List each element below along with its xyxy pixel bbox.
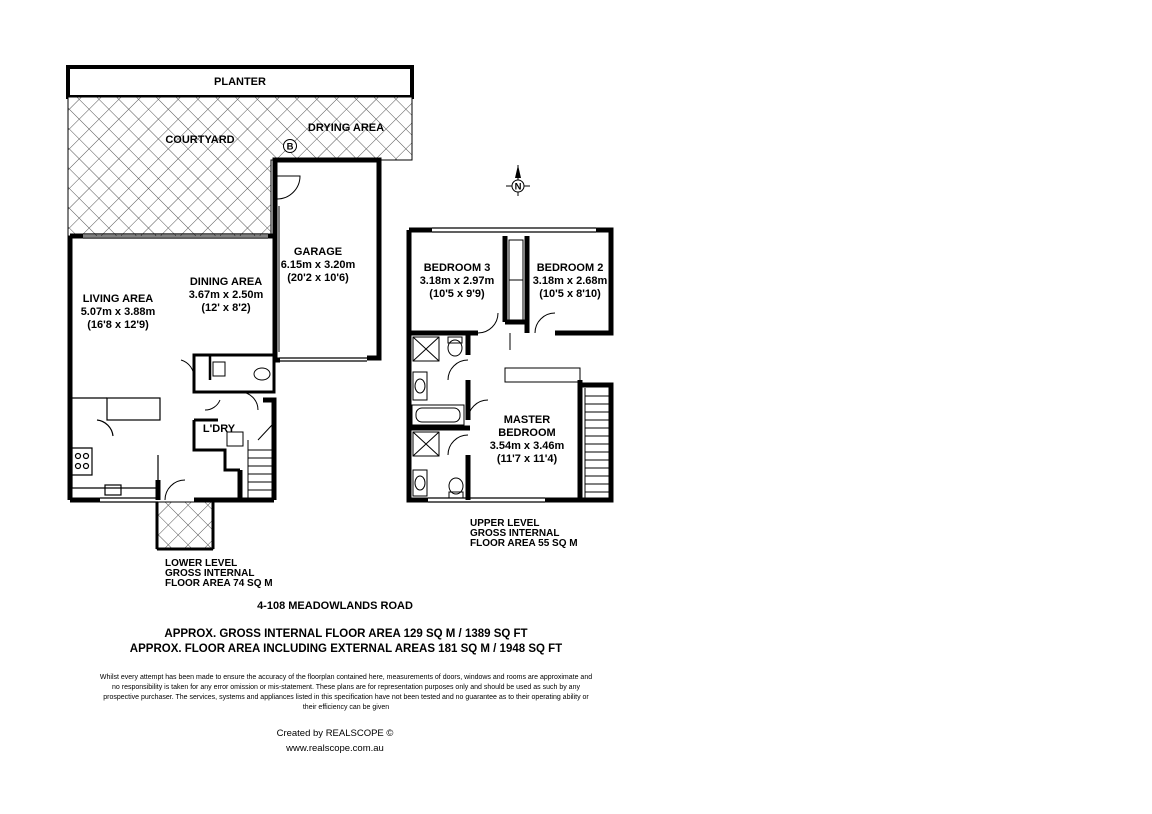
living-metric: 5.07m x 3.88m	[80, 306, 156, 318]
upper-level-plan	[409, 228, 611, 502]
garage-imperial: (20'2 x 10'6)	[287, 272, 349, 284]
external-area: APPROX. FLOOR AREA INCLUDING EXTERNAL AREAS 181 SQ M / 1948 SQ FT	[129, 643, 563, 655]
bed2-metric: 3.18m x 2.68m	[532, 275, 608, 287]
garage-name: GARAGE	[293, 246, 343, 258]
living-imperial: (16'8 x 12'9)	[87, 319, 149, 331]
master-metric: 3.54m x 3.46m	[489, 440, 565, 452]
laundry-label: L'DRY	[202, 423, 236, 435]
bed3-metric: 3.18m x 2.97m	[419, 275, 495, 287]
b-marker-label: B	[286, 141, 294, 153]
created-by: Created by REALSCOPE ©	[276, 728, 394, 739]
bed3-name: BEDROOM 3	[423, 262, 491, 274]
wc-laundry	[181, 355, 274, 470]
dining-metric: 3.67m x 2.50m	[188, 289, 264, 301]
bed3-imperial: (10'5 x 9'9)	[429, 288, 485, 300]
drying-area-label: DRYING AREA	[307, 122, 385, 134]
upper-level-line-3: FLOOR AREA 55 SQ M	[470, 538, 578, 549]
bed2-name: BEDROOM 2	[536, 262, 604, 274]
upper-stairs	[585, 388, 609, 498]
lower-level-line-3: FLOOR AREA 74 SQ M	[165, 578, 273, 589]
dining-name: DINING AREA	[189, 276, 263, 288]
disclaimer-text: Whilst every attempt has been made to ensure the accuracy of the floorplan contained here, measurements of doors, windows and rooms are approximate and no responsibility is taken for any error omission or mis-statement. These plans are for representation purposes only and should be used as such by any prospective purchaser. The services, systems and appliances listed in this specification have not been tested and no guarantee as to their operating ability or their efficiency can be given	[99, 674, 593, 711]
property-address: 4-108 MEADOWLANDS ROAD	[257, 600, 413, 612]
courtyard-label: COURTYARD	[165, 134, 235, 146]
bed2-imperial: (10'5 x 8'10)	[539, 288, 601, 300]
master-name-2: BEDROOM	[498, 427, 556, 439]
upper-level-line-2: GROSS INTERNAL	[470, 528, 560, 539]
lower-level-plan	[68, 67, 412, 549]
compass-label: N	[514, 181, 522, 193]
credit-block	[220, 726, 450, 756]
gross-internal-area: APPROX. GROSS INTERNAL FLOOR AREA 129 SQ M / 1389 SQ FT	[164, 628, 528, 640]
master-name-1: MASTER	[503, 414, 551, 426]
courtyard-area	[68, 97, 412, 236]
dining-imperial: (12' x 8'2)	[201, 302, 251, 314]
lower-stairs	[248, 425, 272, 498]
lower-level-area-label	[165, 559, 273, 589]
living-name: LIVING AREA	[82, 293, 154, 305]
upper-bathrooms	[412, 337, 464, 498]
garage-metric: 6.15m x 3.20m	[280, 259, 356, 271]
entry-porch	[157, 480, 213, 549]
planter-label: PLANTER	[214, 76, 266, 88]
lower-level-line-1: LOWER LEVEL	[165, 558, 238, 569]
kitchen	[70, 398, 160, 495]
master-imperial: (11'7 x 11'4)	[496, 453, 558, 465]
upper-level-line-1: UPPER LEVEL	[470, 518, 540, 529]
website-link[interactable]: www.realscope.com.au	[286, 743, 384, 754]
garage-door-swing	[277, 176, 300, 199]
compass-icon	[506, 165, 530, 196]
lower-level-line-2: GROSS INTERNAL	[165, 568, 255, 579]
upper-level-area-label	[470, 519, 578, 549]
